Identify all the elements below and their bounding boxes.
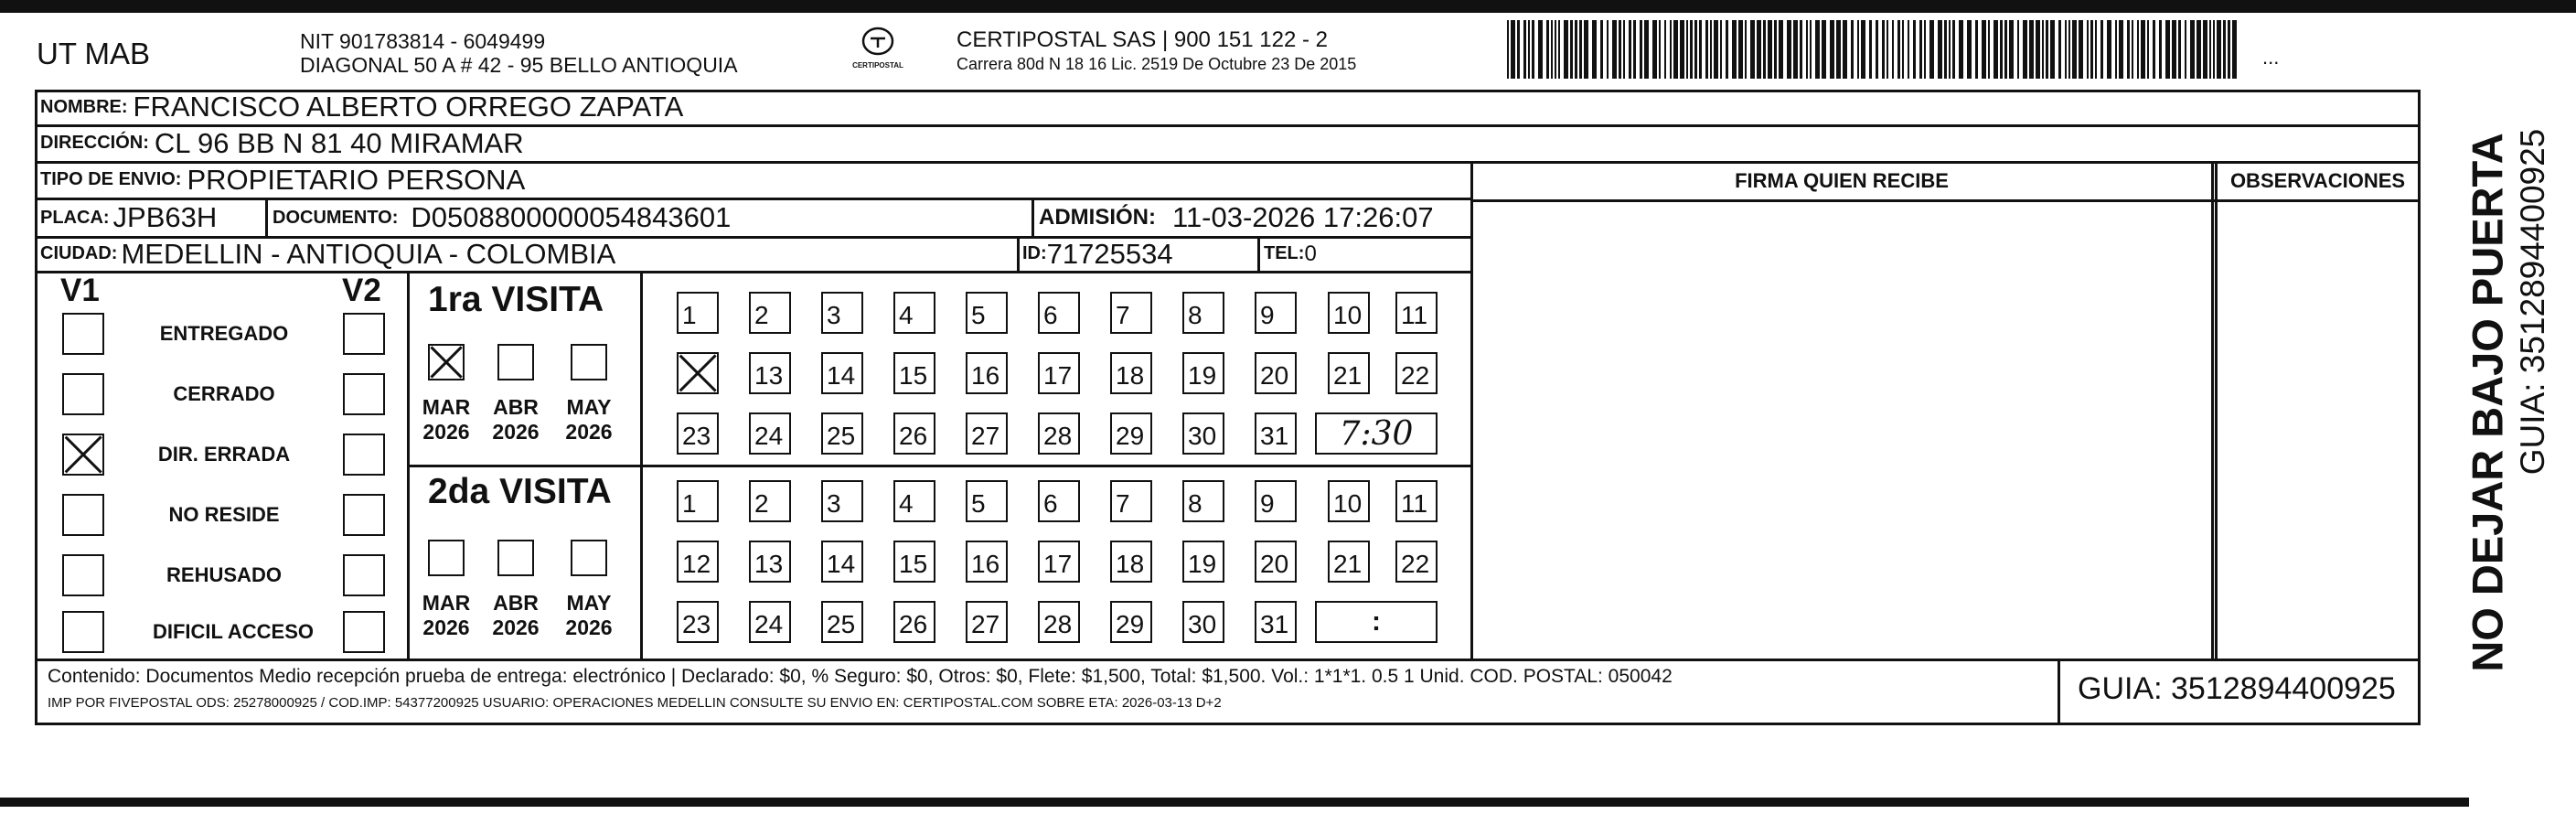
tel-label: TEL: — [1264, 243, 1305, 263]
visit1-day-8[interactable]: 8 — [1182, 292, 1224, 334]
visit2-day-11[interactable]: 11 — [1395, 480, 1438, 522]
visit2-month-mar: MAR 2026 — [422, 591, 471, 639]
sender-address: DIAGONAL 50 A # 42 - 95 BELLO ANTIOQUIA — [300, 53, 738, 77]
visit1-day-21[interactable]: 21 — [1328, 352, 1370, 394]
col-line — [2211, 161, 2214, 659]
visit1-day-18[interactable]: 18 — [1110, 352, 1152, 394]
no-under-door-notice: NO DEJAR BAJO PUERTA — [2463, 133, 2512, 672]
visit1-time-box[interactable] — [1315, 412, 1438, 455]
visit2-day-2[interactable]: 2 — [749, 480, 791, 522]
document-value: D0508800000054843601 — [411, 201, 732, 233]
side-guide-number: GUIA: 3512894400925 — [2514, 128, 2551, 476]
visit2-title: 2da VISITA — [428, 472, 612, 511]
status-no-reside: NO RESIDE — [168, 503, 280, 526]
visit1-month-may: MAY 2026 — [565, 395, 613, 444]
col-line — [2058, 659, 2060, 723]
visit2-day-7[interactable]: 7 — [1110, 480, 1152, 522]
v2-checkbox-no-reside[interactable] — [343, 494, 385, 536]
v1-checkbox-rehusado[interactable] — [62, 554, 104, 596]
visit1-day-19[interactable]: 19 — [1182, 352, 1224, 394]
certipostal-logo-icon — [860, 26, 896, 57]
visit2-day-28[interactable]: 28 — [1038, 601, 1080, 643]
visit2-day-27[interactable]: 27 — [966, 601, 1008, 643]
document-field — [273, 199, 731, 236]
name-label: NOMBRE: — [40, 96, 128, 117]
signature-header: FIRMA QUIEN RECIBE — [1735, 168, 1949, 192]
plate-field — [40, 199, 217, 236]
v1-checkbox-dificil-acceso[interactable] — [62, 611, 104, 653]
id-label: ID: — [1022, 243, 1047, 263]
address-row — [40, 125, 524, 161]
admission-value: 11-03-2026 17:26:07 — [1172, 201, 1434, 233]
col-line — [265, 199, 268, 236]
city-label: CIUDAD: — [40, 243, 118, 263]
visit2-day-13[interactable]: 13 — [749, 541, 791, 583]
visit2-month-may: MAY 2026 — [565, 591, 613, 639]
status-rehusado: REHUSADO — [166, 563, 282, 586]
barcode — [1507, 20, 2239, 79]
visit2-day-29[interactable]: 29 — [1110, 601, 1152, 643]
top-border — [0, 0, 2576, 13]
visit2-day-15[interactable]: 15 — [893, 541, 935, 583]
visit2-day-21[interactable]: 21 — [1328, 541, 1370, 583]
tel-field — [1264, 237, 1317, 271]
visit1-title: 1ra VISITA — [428, 280, 604, 319]
company-name: UT MAB — [37, 37, 151, 70]
visit2-day-10[interactable]: 10 — [1328, 480, 1370, 522]
visit2-day-24[interactable]: 24 — [749, 601, 791, 643]
recipient-address: CL 96 BB N 81 40 MIRAMAR — [154, 126, 524, 159]
visit2-day-14[interactable]: 14 — [821, 541, 863, 583]
visit2-day-18[interactable]: 18 — [1110, 541, 1152, 583]
shipping-type-label: TIPO DE ENVIO: — [40, 169, 182, 189]
v2-checkbox-dir-errada[interactable] — [343, 434, 385, 476]
visit1-day-27[interactable]: 27 — [966, 412, 1008, 455]
carrier-name: CERTIPOSTAL SAS | 900 151 122 - 2 — [957, 27, 1328, 52]
visit1-day-24[interactable]: 24 — [749, 412, 791, 455]
barcode-suffix: ... — [2262, 46, 2280, 69]
visit2-month-may-checkbox[interactable] — [571, 540, 607, 576]
recipient-name: FRANCISCO ALBERTO ORREGO ZAPATA — [133, 91, 684, 123]
visit2-time-box[interactable] — [1315, 601, 1438, 643]
visit2-day-8[interactable]: 8 — [1182, 480, 1224, 522]
visit2-day-6[interactable]: 6 — [1038, 480, 1080, 522]
visit2-day-9[interactable]: 9 — [1255, 480, 1297, 522]
visit2-day-17[interactable]: 17 — [1038, 541, 1080, 583]
plate-label: PLACA: — [40, 207, 110, 228]
v2-header: V2 — [342, 273, 381, 308]
visit2-day-16[interactable]: 16 — [966, 541, 1008, 583]
address-label: DIRECCIÓN: — [40, 133, 149, 153]
status-cerrado: CERRADO — [173, 382, 275, 405]
v1-checkbox-cerrado[interactable] — [62, 373, 104, 415]
carrier-logo: CERTIPOSTAL — [841, 26, 914, 80]
visit1-day-26[interactable]: 26 — [893, 412, 935, 455]
visit2-time: : — [1372, 606, 1381, 637]
visit-divider — [409, 465, 1472, 467]
visit1-day-5[interactable]: 5 — [966, 292, 1008, 334]
footer-line — [35, 659, 2421, 661]
document-label: DOCUMENTO: — [273, 207, 399, 228]
shipping-type-row — [40, 162, 525, 198]
status-dir-errada: DIR. ERRADA — [157, 443, 291, 466]
name-row — [40, 90, 683, 124]
status-dificil-acceso: DIFICIL ACCESO — [152, 620, 314, 643]
id-field — [1022, 237, 1173, 271]
visit1-day-1[interactable]: 1 — [677, 292, 719, 334]
city-field — [40, 237, 615, 271]
visit1-day-17[interactable]: 17 — [1038, 352, 1080, 394]
visit1-day-7[interactable]: 7 — [1110, 292, 1152, 334]
visit1-day-28[interactable]: 28 — [1038, 412, 1080, 455]
visit1-month-mar: MAR 2026 — [422, 395, 471, 444]
row-line — [35, 271, 1470, 273]
visit2-day-12[interactable]: 12 — [677, 541, 719, 583]
visit1-month-abr: ABR 2026 — [492, 395, 540, 444]
visit1-day-4[interactable]: 4 — [893, 292, 935, 334]
contents-line: Contenido: Documentos Medio recepción prueba de entrega: electrónico | Declarado: $0, % Seguro: $0, Otros: $0, Flete: $1,500, Total: $1,500. Vol.: 1*1*1. 0.5 1 Unid. COD. POSTAL: 050042 — [48, 666, 1673, 687]
visit1-month-abr-checkbox[interactable] — [497, 344, 534, 380]
visit2-day-4[interactable]: 4 — [893, 480, 935, 522]
row-line — [1472, 199, 2421, 202]
col-line — [640, 271, 643, 659]
col-line — [407, 271, 410, 659]
visit2-day-25[interactable]: 25 — [821, 601, 863, 643]
footer-guide-number: GUIA: 3512894400925 — [2078, 671, 2396, 706]
visit2-day-19[interactable]: 19 — [1182, 541, 1224, 583]
visit2-day-23[interactable]: 23 — [677, 601, 719, 643]
observations-header: OBSERVACIONES — [2229, 168, 2406, 192]
visit2-day-22[interactable]: 22 — [1395, 541, 1438, 583]
v1-header: V1 — [60, 273, 100, 308]
visit1-day-16[interactable]: 16 — [966, 352, 1008, 394]
col-line — [1017, 236, 1020, 271]
admission-label: ADMISIÓN: — [1039, 205, 1156, 230]
visit1-day-12[interactable] — [677, 352, 719, 394]
bottom-border — [0, 798, 2469, 807]
city-value: MEDELLIN - ANTIOQUIA - COLOMBIA — [121, 237, 616, 270]
v1-checkbox-dir-errada[interactable] — [62, 434, 104, 476]
v2-checkbox-cerrado[interactable] — [343, 373, 385, 415]
visit2-month-abr: ABR 2026 — [492, 591, 540, 639]
visit1-day-30[interactable]: 30 — [1182, 412, 1224, 455]
visit2-month-mar-checkbox[interactable] — [428, 540, 465, 576]
shipping-type: PROPIETARIO PERSONA — [187, 163, 526, 196]
visit1-day-9[interactable]: 9 — [1255, 292, 1297, 334]
visit1-day-2[interactable]: 2 — [749, 292, 791, 334]
visit1-day-13[interactable]: 13 — [749, 352, 791, 394]
tel-value: 0 — [1304, 241, 1317, 266]
visit1-day-6[interactable]: 6 — [1038, 292, 1080, 334]
visit1-day-15[interactable]: 15 — [893, 352, 935, 394]
visit1-time: 7:30 — [1339, 414, 1414, 453]
visit1-month-mar-checkbox[interactable] — [428, 344, 465, 380]
visit1-day-29[interactable]: 29 — [1110, 412, 1152, 455]
col-line — [1031, 199, 1034, 236]
visit1-day-31[interactable]: 31 — [1255, 412, 1297, 455]
visit1-month-may-checkbox[interactable] — [571, 344, 607, 380]
v1-checkbox-entregado[interactable] — [62, 313, 104, 355]
visit1-day-3[interactable]: 3 — [821, 292, 863, 334]
col-line — [2215, 161, 2218, 659]
visit2-day-3[interactable]: 3 — [821, 480, 863, 522]
visit2-day-30[interactable]: 30 — [1182, 601, 1224, 643]
col-line — [1257, 236, 1260, 271]
plate-value: JPB63H — [112, 201, 218, 233]
visit1-day-14[interactable]: 14 — [821, 352, 863, 394]
visit2-day-26[interactable]: 26 — [893, 601, 935, 643]
print-info-line: IMP POR FIVEPOSTAL ODS: 25278000925 / COD.IMP: 54377200925 USUARIO: OPERACIONES MEDELLIN CONSULTE SU ENVIO EN: CERTIPOSTAL.COM SOBRE ETA: 2026-03-13 D+2 — [48, 695, 1222, 711]
carrier-license: Carrera 80d N 18 16 Lic. 2519 De Octubre 23 De 2015 — [957, 55, 1357, 73]
visit1-day-20[interactable]: 20 — [1255, 352, 1297, 394]
visit2-day-5[interactable]: 5 — [966, 480, 1008, 522]
visit1-day-25[interactable]: 25 — [821, 412, 863, 455]
admission-field — [1039, 199, 1434, 236]
v2-checkbox-rehusado[interactable] — [343, 554, 385, 596]
status-entregado: ENTREGADO — [159, 322, 289, 345]
visit2-day-31[interactable]: 31 — [1255, 601, 1297, 643]
v2-checkbox-entregado[interactable] — [343, 313, 385, 355]
id-value: 71725534 — [1046, 237, 1173, 270]
v2-checkbox-dificil-acceso[interactable] — [343, 611, 385, 653]
v1-checkbox-no-reside[interactable] — [62, 494, 104, 536]
visit1-day-22[interactable]: 22 — [1395, 352, 1438, 394]
visit1-day-10[interactable]: 10 — [1328, 292, 1370, 334]
visit2-month-abr-checkbox[interactable] — [497, 540, 534, 576]
visit1-day-23[interactable]: 23 — [677, 412, 719, 455]
visit2-day-20[interactable]: 20 — [1255, 541, 1297, 583]
col-line — [1470, 161, 1473, 659]
visit2-day-1[interactable]: 1 — [677, 480, 719, 522]
nit: NIT 901783814 - 6049499 — [300, 29, 546, 53]
visit1-day-11[interactable]: 11 — [1395, 292, 1438, 334]
